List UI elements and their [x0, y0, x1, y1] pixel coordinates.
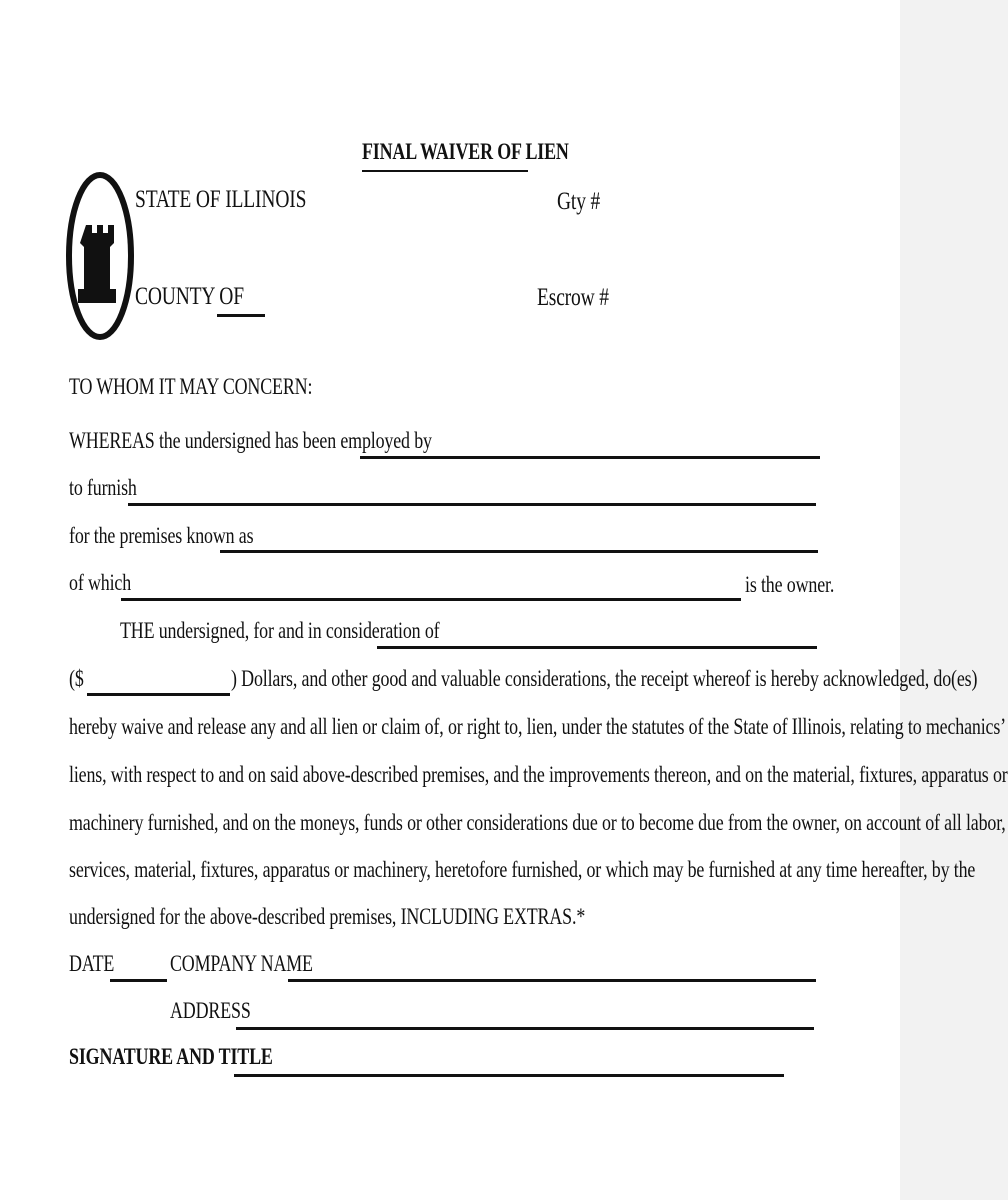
address-label: ADDRESS [170, 998, 251, 1023]
dollar-open: ($ [69, 666, 84, 691]
county-label: COUNTY OF [135, 283, 244, 310]
state-label: STATE OF ILLINOIS [135, 186, 307, 213]
body-line-3: liens, with respect to and on said above-described premises, and the improvements thereon, and on the material, fixtures, apparatus or [69, 762, 1008, 787]
company-name-label: COMPANY NAME [170, 951, 313, 976]
document-title: FINAL WAIVER OF LIEN [362, 139, 569, 164]
date-label: DATE [69, 951, 115, 976]
body-line-1: ) Dollars, and other good and valuable considerations, the receipt whereof is hereby acknowledged, do(es) [231, 666, 978, 691]
of-which-label: of which [69, 570, 132, 595]
body-line-2: hereby waive and release any and all lien or claim of, or right to, lien, under the statutes of the State of Illinois, relating to mechanics’ [69, 714, 1006, 739]
owner-blank[interactable] [121, 598, 741, 601]
employer-blank[interactable] [360, 456, 820, 459]
castle-tower-seal-icon [66, 170, 134, 342]
date-blank[interactable] [110, 979, 167, 982]
employed-by-label: WHEREAS the undersigned has been employed by [69, 428, 432, 453]
signature-label: SIGNATURE AND TITLE [69, 1044, 273, 1069]
body-line-4: machinery furnished, and on the moneys, funds or other considerations due or to become due from the owner, on account of all labor, [69, 810, 1006, 835]
dollar-amount-blank[interactable] [87, 693, 230, 696]
furnish-blank[interactable] [128, 503, 816, 506]
salutation: TO WHOM IT MAY CONCERN: [69, 374, 313, 399]
body-line-5: services, material, fixtures, apparatus or machinery, heretofore furnished, or which may be furnished at any time hereafter, by the [69, 857, 976, 882]
gty-label: Gty # [557, 188, 601, 215]
signature-blank[interactable] [234, 1074, 784, 1077]
address-blank[interactable] [236, 1027, 814, 1030]
premises-blank[interactable] [220, 550, 818, 553]
escrow-label: Escrow # [537, 284, 609, 311]
body-line-6: undersigned for the above-described premises, INCLUDING EXTRAS.* [69, 904, 586, 929]
title-underline [362, 170, 528, 172]
consideration-blank[interactable] [377, 646, 817, 649]
furnish-label: to furnish [69, 475, 137, 500]
county-blank[interactable] [217, 314, 265, 317]
premises-label: for the premises known as [69, 523, 254, 548]
consideration-label: THE undersigned, for and in consideration of [120, 618, 440, 643]
company-name-blank[interactable] [288, 979, 816, 982]
owner-label: is the owner. [745, 572, 835, 597]
